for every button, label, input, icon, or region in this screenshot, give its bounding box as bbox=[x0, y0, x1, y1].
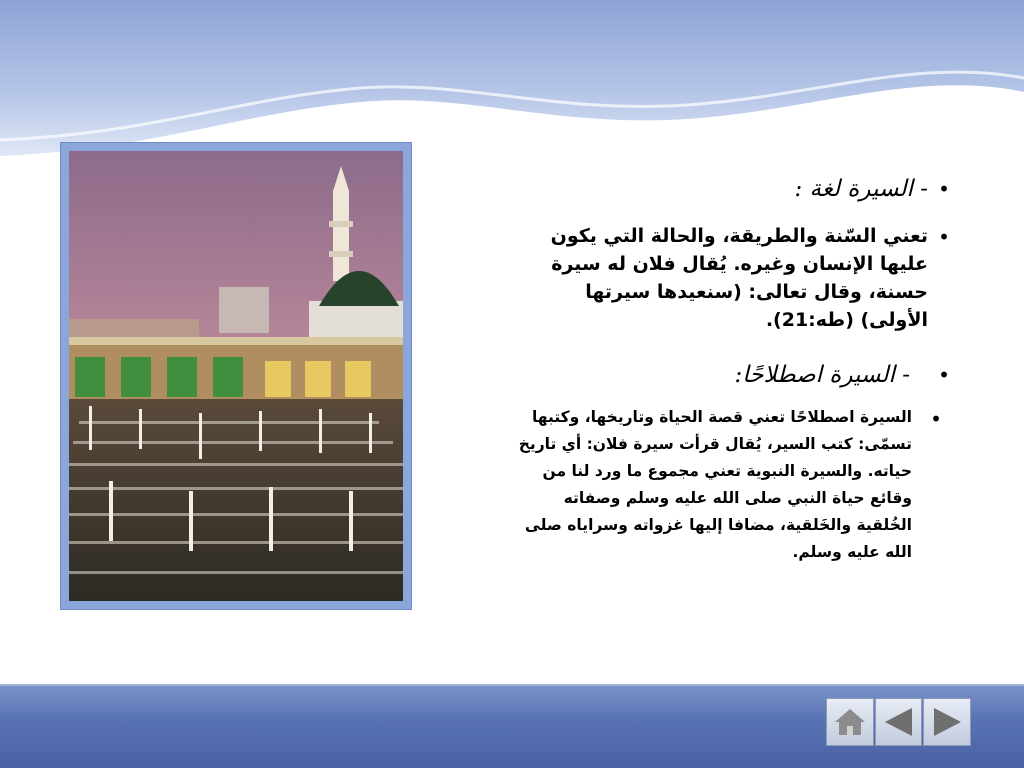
arrow-right-icon bbox=[930, 705, 964, 739]
section1-heading-row bbox=[795, 174, 961, 204]
mosque-photo bbox=[69, 151, 403, 601]
bullet-marker: • bbox=[938, 225, 950, 249]
bullet-marker: • bbox=[938, 177, 950, 201]
top-wave-decoration bbox=[0, 0, 1024, 160]
bullet-marker: • bbox=[930, 407, 942, 431]
previous-slide-button[interactable] bbox=[875, 698, 923, 746]
home-button[interactable] bbox=[826, 698, 874, 746]
bullet-marker: • bbox=[938, 363, 950, 387]
mosque-photo-frame bbox=[60, 142, 412, 610]
section1-paragraph: تعني السّنة والطريقة، والحالة التي يكون عليها الإنسان وغيره. يُقال فلان له سيرة حسنة، وقال تعالى: (سنعيدها سيرتها الأولى) (طه:21). bbox=[550, 225, 928, 331]
slide-navigation bbox=[826, 698, 972, 746]
home-icon bbox=[833, 705, 867, 739]
section2-heading: - السيرة اصطلاحًا: bbox=[734, 362, 910, 388]
section1-heading: - السيرة لغة : bbox=[794, 176, 928, 202]
section2-heading-row bbox=[735, 360, 960, 390]
next-slide-button[interactable] bbox=[923, 698, 971, 746]
section2-paragraph: السيرة اصطلاحًا تعني قصة الحياة وتاريخها، وكتبها تسمّى: كتب السير، يُقال قرأت سيرة فلان: أي تاريخ حياته. والسيرة النبوية تعني مجموع ما ورد لنا من وقائع حياة النبي صلى الله عليه وسلم وصفاته الخُلقية والخَلقية، مضافا إليها غزواته وسراياه صلى الله عليه وسلم. bbox=[518, 408, 912, 561]
arrow-left-icon bbox=[882, 705, 916, 739]
section1-paragraph-row bbox=[548, 222, 960, 334]
section2-paragraph-row bbox=[512, 404, 960, 566]
